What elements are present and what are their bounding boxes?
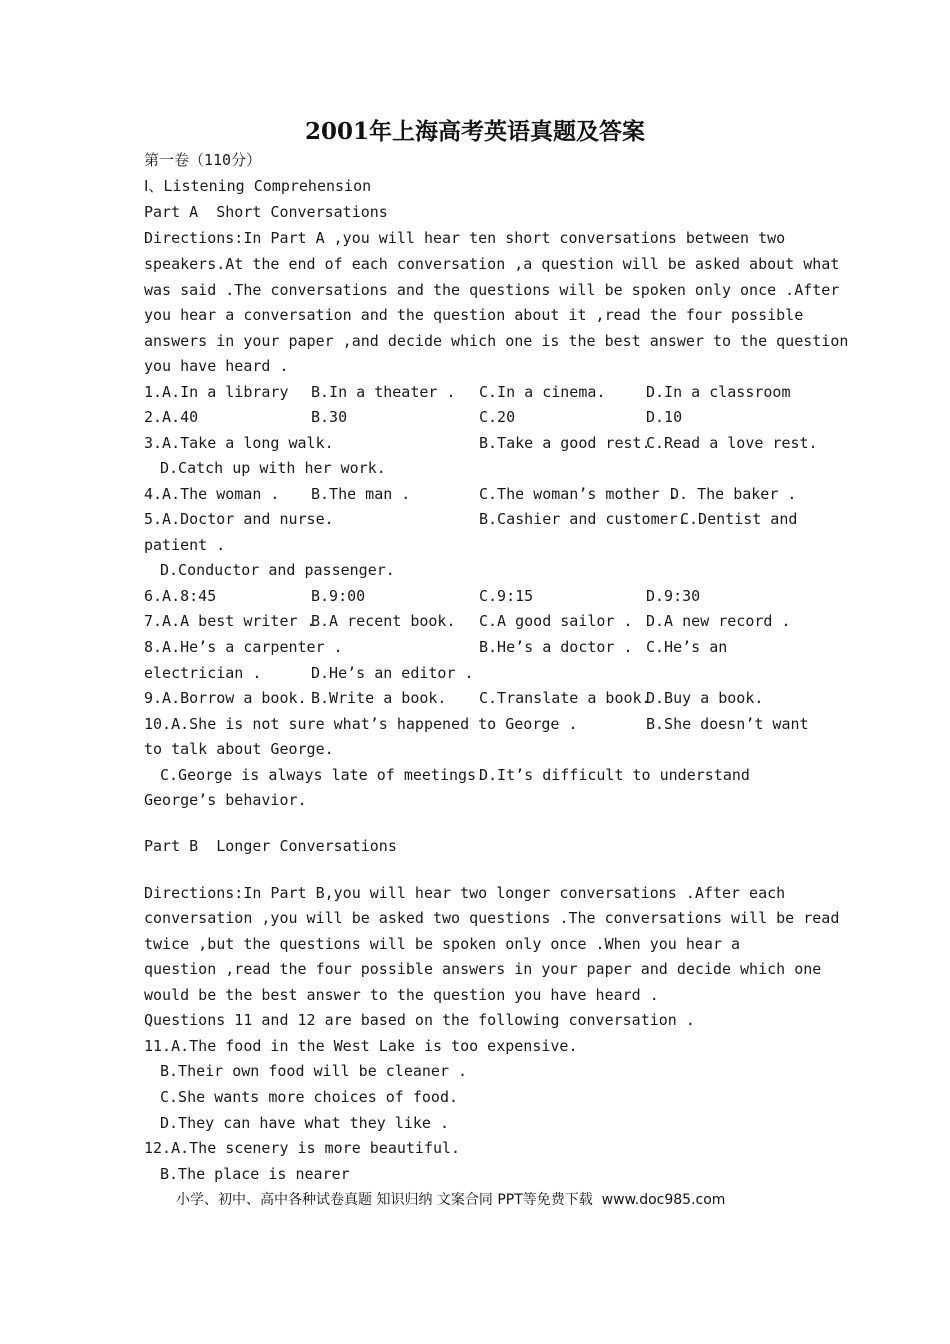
q10-option-a: 10.A.She is not sure what’s happened to George . (144, 715, 578, 733)
directions-line: you hear a conversation and the question about it ,read the four possible (144, 306, 804, 324)
q8-option-c: C.He’s an (646, 638, 728, 656)
page-title: 2001年上海高考英语真题及答案 (304, 118, 645, 145)
q8-option-a: 8.A.He’s a carpenter . (144, 638, 343, 656)
q5-option-c: C.Dentist and (680, 510, 798, 528)
q9-option-a: 9.A.Borrow a book. (144, 689, 307, 707)
q9-option-c: C.Translate a book. (479, 689, 651, 707)
q10-option-b: B.She doesn’t want (646, 715, 809, 733)
q2-option-c: C.20 (479, 408, 516, 426)
q12-option-a: 12.A.The scenery is more beautiful. (144, 1139, 461, 1157)
volume-heading: 第一卷（110分） (144, 151, 262, 169)
q6-option-b: B.9:00 (311, 587, 366, 605)
q12-option-b: B.The place is nearer (160, 1165, 350, 1183)
q8-option-c-continued: electrician . (144, 664, 262, 682)
q1-option-c: C.In a cinema. (479, 383, 606, 401)
q2-option-b: B.30 (311, 408, 348, 426)
q10-option-d-continued: George’s behavior. (144, 791, 307, 809)
directions-line: conversation ,you will be asked two questions .The conversations will be read (144, 909, 840, 927)
q11-option-d: D.They can have what they like . (160, 1114, 449, 1132)
q11-option-a: 11.A.The food in the West Lake is too expensive. (144, 1037, 578, 1055)
q8-option-d: D.He’s an editor . (311, 664, 474, 682)
q7-option-c: C.A good sailor . (479, 612, 633, 630)
q5-option-d: D.Conductor and passenger. (160, 561, 395, 579)
q11-option-c: C.She wants more choices of food. (160, 1088, 459, 1106)
q10-option-c: C.George is always late of meetings. (160, 766, 486, 784)
q1-option-b: B.In a theater . (311, 383, 456, 401)
q6-option-d: D.9:30 (646, 587, 701, 605)
q11-option-b: B.Their own food will be cleaner . (160, 1062, 468, 1080)
q6-option-c: C.9:15 (479, 587, 534, 605)
q5-option-b: B.Cashier and customer. (479, 510, 687, 528)
directions-line: Directions:In Part A ,you will hear ten short conversations between two (144, 229, 786, 247)
q3-option-c: C.Read a love rest. (646, 434, 818, 452)
directions-line: answers in your paper ,and decide which one is the best answer to the question (144, 332, 849, 350)
directions-line: was said .The conversations and the questions will be spoken only once .After (144, 281, 840, 299)
q7-option-d: D.A new record . (646, 612, 791, 630)
q3-option-a: 3.A.Take a long walk. (144, 434, 334, 452)
q1-option-a: 1.A.In a library (144, 383, 289, 401)
part-b-heading: Part B Longer Conversations (144, 837, 397, 855)
q10-option-d: D.It’s difficult to understand (479, 766, 750, 784)
q3-option-d: D.Catch up with her work. (160, 459, 386, 477)
part-a-heading: Part A Short Conversations (144, 203, 388, 221)
footer-banner: 小学、初中、高中各种试卷真题 知识归纳 文案合同 PPT等免费下载 www.doc985.com (176, 1192, 726, 1208)
q4-option-d: D. The baker . (670, 485, 797, 503)
q10-option-b-continued: to talk about George. (144, 740, 334, 758)
q6-option-a: 6.A.8:45 (144, 587, 217, 605)
q4-option-a: 4.A.The woman . (144, 485, 280, 503)
directions-line: Directions:In Part B,you will hear two longer conversations .After each (144, 884, 786, 902)
q5-option-c-continued: patient . (144, 536, 226, 554)
q8-option-b: B.He’s a doctor . (479, 638, 633, 656)
q7-option-b: B.A recent book. (311, 612, 456, 630)
directions-line: twice ,but the questions will be spoken only once .When you hear a (144, 935, 741, 953)
q7-option-a: 7.A.A best writer . (144, 612, 316, 630)
q1-option-d: D.In a classroom (646, 383, 791, 401)
directions-line: speakers.At the end of each conversation ,a question will be asked about what (144, 255, 840, 273)
q2-option-a: 2.A.40 (144, 408, 199, 426)
q2-option-d: D.10 (646, 408, 683, 426)
q5-option-a: 5.A.Doctor and nurse. (144, 510, 334, 528)
q9-option-d: D.Buy a book. (646, 689, 764, 707)
q4-option-b: B.The man . (311, 485, 411, 503)
q3-option-b: B.Take a good rest. (479, 434, 651, 452)
q9-option-b: B.Write a book. (311, 689, 447, 707)
questions-intro: Questions 11 and 12 are based on the following conversation . (144, 1011, 695, 1029)
section-heading: Ⅰ、Listening Comprehension (144, 177, 372, 195)
directions-line: question ,read the four possible answers in your paper and decide which one (144, 960, 822, 978)
q4-option-c: C.The woman’s mother . (479, 485, 678, 503)
directions-line: would be the best answer to the question you have heard . (144, 986, 659, 1004)
directions-line: you have heard . (144, 357, 289, 375)
